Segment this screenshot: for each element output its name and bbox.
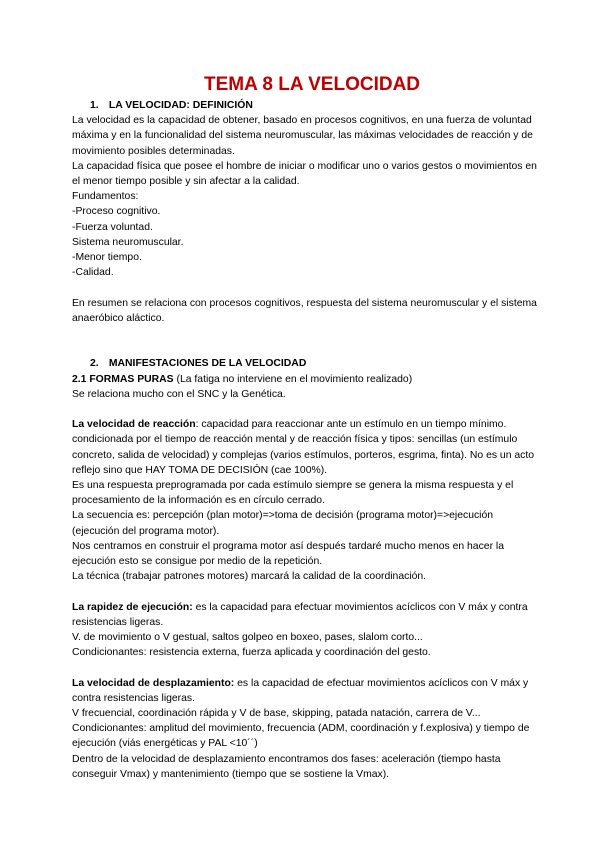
reaction-paragraph: Es una respuesta preprogramada por cada estímulo siempre se genera la misma respuesta y el procesamiento de la información es en círculo cerrado. [72,480,514,507]
subsection-paragraph: Se relaciona mucho con el SNC y la Genética. [72,388,286,400]
section-2-heading [72,356,542,371]
fundamentos-label: Fundamentos: [72,191,139,203]
displacement-def: es la capacidad de efectuar movimientos acíclicos con V máx y contra resistencias ligeras. [72,677,529,704]
list-item: -Calidad. [72,267,114,279]
spacer [72,402,542,417]
reaction-def: : capacidad para reaccionar ante un estímulo en un tiempo mínimo. condicionada por el tiempo de reacción mental y de reacción física y tipos: sencillas (un estímulo concreto, salida de velocidad) y complejas (varios estímulos, porteros, esgrima, finta). No es un acto reflejo sino que HAY TOMA DE DECISIÓN (cae 100%). [72,419,535,476]
spacer [72,280,542,295]
section-1-title: LA VELOCIDAD: DEFINICIÓN [108,100,253,111]
subsection-heading [72,372,542,387]
definition-paragraph: La velocidad es la capacidad de obtener, basado en procesos cognitivos, en una fuerza de voluntad máxima y en la funcionalidad del sistema neuromuscular, las máximas velocidades de reacción y de movimiento posibles determinadas. [72,115,533,157]
execution-paragraph: Condicionantes: resistencia externa, fuerza aplicada y coordinación del gesto. [72,647,431,659]
list-item: Sistema neuromuscular. [72,236,184,248]
list-item: -Menor tiempo. [72,252,142,264]
list-item: -Proceso cognitivo. [72,206,161,218]
reaction-paragraph: La técnica (trabajar patrones motores) marcará la calidad de la coordinación. [72,571,427,583]
section-2-title: MANIFESTACIONES DE LA VELOCIDAD [108,358,307,370]
reaction-paragraph: Nos centramos en construir el programa motor así después tardaré mucho menos en hacer la ejecución esto se consigue por medio de la repetición. [72,540,504,568]
execution-paragraph: V. de movimiento o V gestual, saltos golpeo en boxeo, pases, slalom corto... [72,632,423,644]
displacement-term: La velocidad de desplazamiento: [72,677,235,689]
displacement-paragraph: Dentro de la velocidad de desplazamiento encontramos dos fases: aceleración (tiempo hasta conseguir Vmax) y mantenimiento (tiempo que se sostiene la Vmax). [72,753,501,780]
spacer [72,584,542,599]
execution-term: La rapidez de ejecución: [72,601,193,613]
reaction-definition [72,417,542,478]
spacer [72,660,542,675]
execution-definition [72,600,542,630]
spacer [72,326,542,356]
section-1-number: 1. [90,100,99,111]
displacement-paragraph: V frecuencial, coordinación rápida y V de base, skipping, patada natación, carrera de V... [72,708,481,720]
summary-paragraph: En resumen se relaciona con procesos cognitivos, respuesta del sistema neuromuscular y el sistema anaeróbico aláctico. [72,297,537,324]
displacement-paragraph: Condicionantes: amplitud del movimiento, frecuencia (ADM, coordinación y f.explosiva) y tiempo de ejecución (viás energéticas y PAL <10´´) [72,723,530,750]
reaction-term: La velocidad de reacción [72,419,196,431]
section-1-heading [72,98,542,113]
document-page [72,74,542,782]
subsection-note: (La fatiga no interviene en el movimiento realizado) [176,373,413,385]
section-2-number: 2. [90,358,99,370]
displacement-definition [72,676,542,706]
page-title: TEMA 8 LA VELOCIDAD [203,74,421,95]
subsection-title: 2.1 FORMAS PURAS [72,373,174,385]
list-item: -Fuerza voluntad. [72,221,153,233]
definition-paragraph-2: La capacidad física que posee el hombre de iniciar o modificar uno o varios gestos o movimientos en el menor tiempo posible y sin afectar a la calidad. [72,160,537,188]
execution-def: es la capacidad para efectuar movimientos acíclicos con V máx y contra resistencias ligeras. [72,601,528,628]
reaction-paragraph: La secuencia es: percepción (plan motor)=>toma de decisión (programa motor)=>ejecución (ejecución del programa motor). [72,510,494,537]
